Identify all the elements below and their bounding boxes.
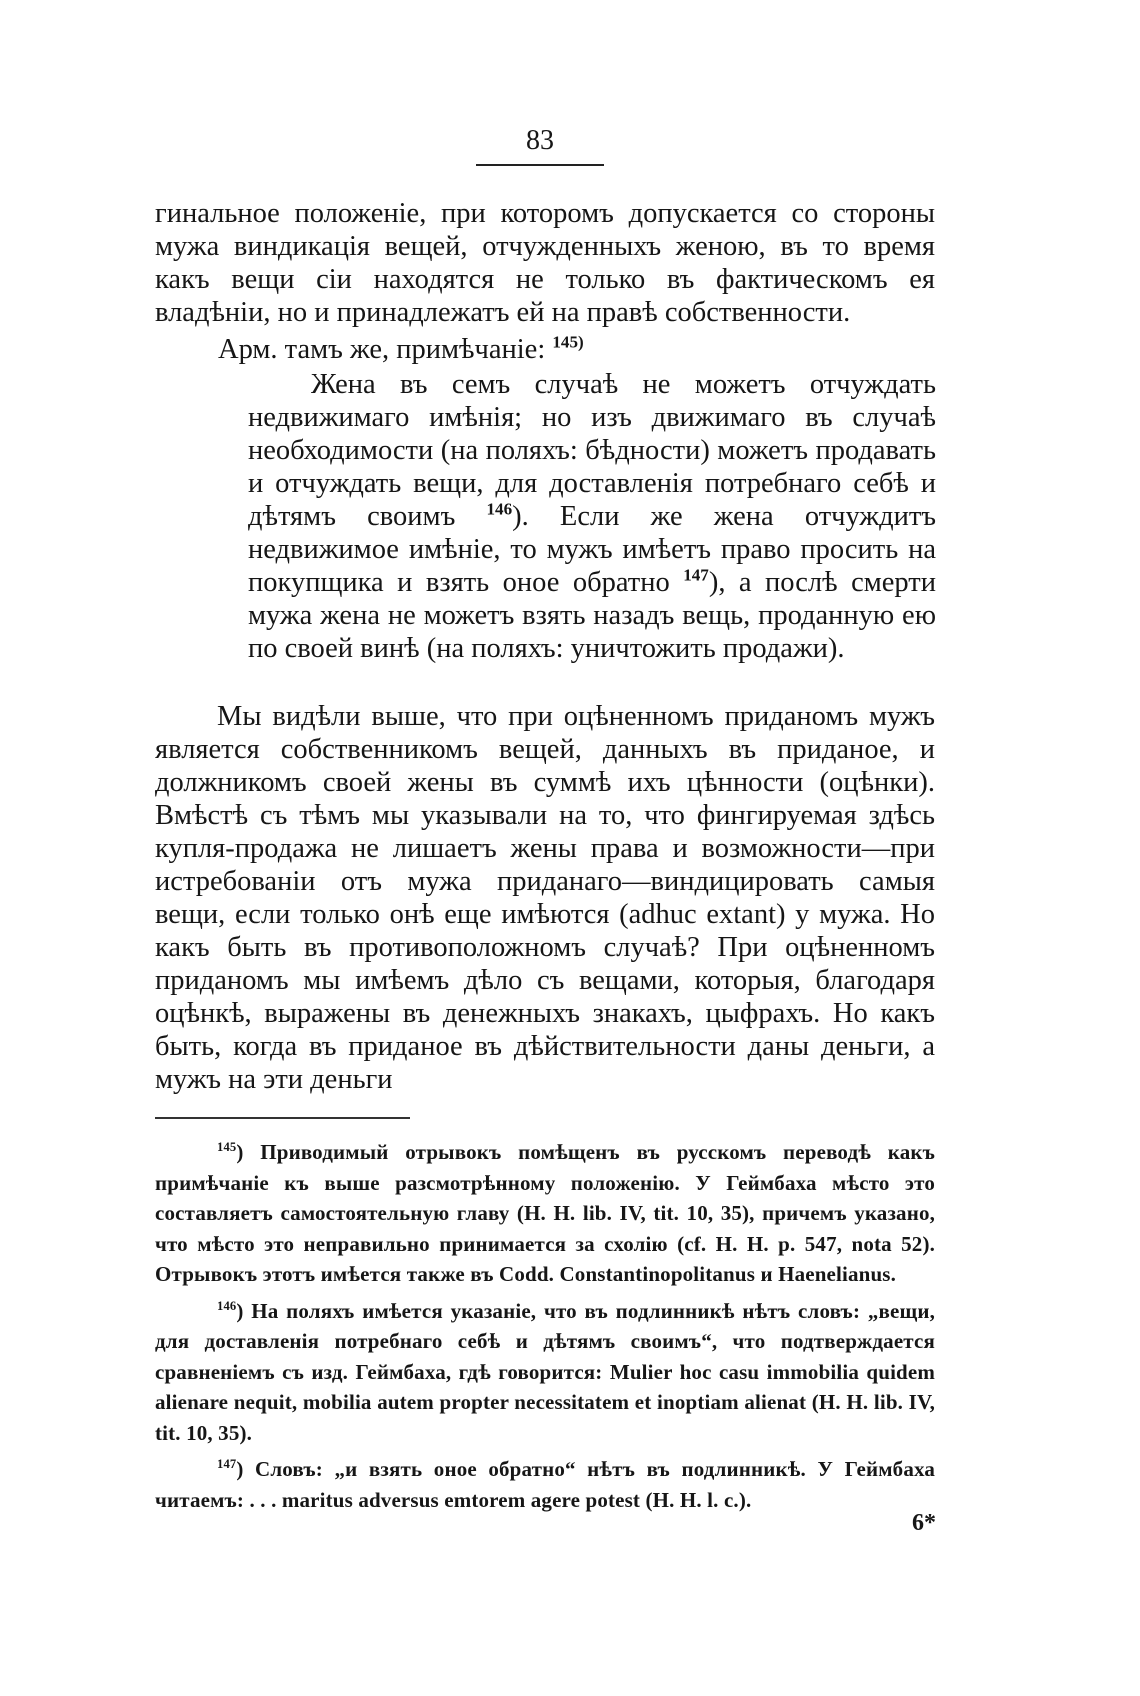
footnote-ref-145: 145) — [552, 332, 584, 352]
footnote-146 — [155, 1296, 935, 1449]
quote-part-3: ), а послѣ смерти мужа жена не можетъ взять назадъ вещь, проданную ею по своей винѣ (на поляхъ: уничтожить продажи). — [248, 567, 936, 664]
paragraph-2 — [155, 700, 935, 1096]
quote-part-1: Жена въ семъ случаѣ не можетъ отчуждать недвижимаго имѣнiя; но изъ движимаго въ случаѣ необходимости (на поляхъ: бѣдности) можетъ продавать и отчуждать вещи, для доставленiя потребнаго себѣ и дѣтямъ своимъ — [248, 369, 936, 532]
footnotes — [155, 1137, 935, 1521]
signature-mark: 6* — [912, 1510, 936, 1536]
footnote-ref-147: 147 — [683, 565, 709, 585]
arm-reference-line — [218, 333, 918, 366]
paragraph-continuation — [155, 197, 935, 329]
paragraph-2-text: Мы видѣли выше, что при оцѣненномъ приданомъ мужъ является собственникомъ вещей, данныхъ въ приданое, и должникомъ своей жены въ суммѣ ихъ цѣнности (оцѣнки). Вмѣстѣ съ тѣмъ мы указывали на то, что фингируемая здѣсь купля-продажа не лишаетъ жены права и возможности—при истребованiи отъ мужа приданаго—виндицировать самыя вещи, если только онѣ еще имѣются (adhuc extant) у мужа. Но какъ быть въ противоположномъ случаѣ? При оцѣненномъ приданомъ мы имѣемъ дѣло съ вещами, которыя, благодаря оцѣнкѣ, выражены въ денежныхъ знакахъ, цыфрахъ. Но какъ быть, когда въ приданое въ дѣйствительности даны деньги, а мужъ на эти деньги — [155, 701, 935, 1095]
arm-reference-text: Арм. тамъ же, примѣчанiе: — [218, 334, 546, 365]
quoted-passage-text — [248, 368, 936, 665]
footnote-147 — [155, 1454, 935, 1515]
footnote-text: ) На поляхъ имѣется указанiе, что въ подлинникѣ нѣтъ словъ: „вещи, для доставленiя потребнаго себѣ и дѣтямъ своимъ“, что подтверждается сравненiемъ съ изд. Геймбаха, гдѣ говорится: Mulier hoc casu immobilia quidem alienare nequit, mobilia autem propter necessitatem et inoptiam alienat (H. H. lib. IV, tit. 10, 35). — [155, 1298, 935, 1445]
footnote-text: ) Словъ: „и взять оное обратно“ нѣтъ въ подлинникѣ. У Геймбаха читаемъ: . . . maritus adversus emtorem agere potest (H. H. l. c.). — [155, 1457, 935, 1512]
quote-part-2: ). Если же жена отчуждитъ недвижимое имѣнiе, то мужъ имѣетъ право просить на покупщика и взять оное обратно — [248, 501, 937, 598]
footnote-marker: 145 — [217, 1140, 237, 1154]
footnote-marker: 147 — [217, 1457, 237, 1471]
paragraph-1-text: гинальное положенiе, при которомъ допускается со стороны мужа виндикацiя вещей, отчужденныхъ женою, въ то время какъ вещи сiи находятся не только въ фактическомъ ея владѣнiи, но и принадлежатъ ей на правѣ собственности. — [155, 198, 935, 328]
page-number-rule — [476, 164, 604, 166]
quoted-passage — [248, 368, 936, 665]
footnote-145 — [155, 1137, 935, 1290]
page-number: 83 — [526, 125, 554, 156]
footnote-marker: 146 — [217, 1298, 237, 1313]
footnote-ref-146: 146 — [486, 499, 513, 519]
footnote-text: ) Приводимый отрывокъ помѣщенъ въ русскомъ переводѣ какъ примѣчанiе къ выше разсмотрѣнному положенiю. У Геймбаха мѣсто это составляетъ самостоятельную главу (H. H. lib. IV, tit. 10, 35), причемъ указано, что мѣсто это неправильно принимается за схолiю (cf. H. H. p. 547, nota 52). Отрывокъ этотъ имѣется также въ Codd. Constantinopolitanus и Haenelianus. — [155, 1140, 935, 1286]
footnote-separator — [155, 1117, 410, 1119]
